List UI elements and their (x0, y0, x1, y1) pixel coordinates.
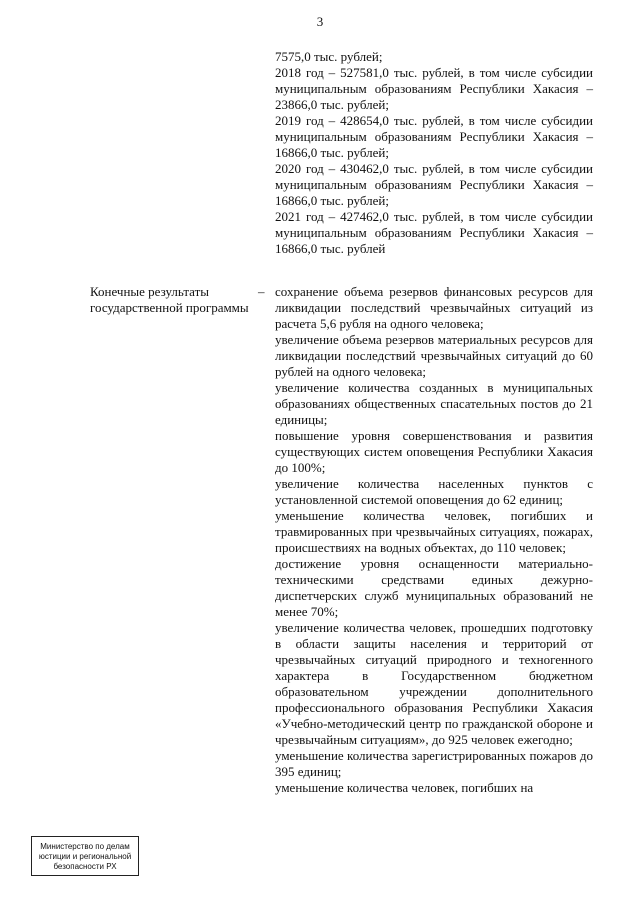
funding-line: 2019 год – 428654,0 тыс. рублей, в том числе субсидии муниципальным образованиям Республики Хакасия – 16866,0 тыс. рублей; (275, 113, 593, 160)
result-item: уменьшение количества человек, погибших и травмированных при чрезвычайных ситуациях, пожарах, происшествиях на водных объектах, до 110 человек; (275, 508, 593, 555)
funding-line: 2021 год – 427462,0 тыс. рублей, в том числе субсидии муниципальным образованиям Республики Хакасия – 16866,0 тыс. рублей (275, 209, 593, 256)
funding-line: 2020 год – 430462,0 тыс. рублей, в том числе субсидии муниципальным образованиям Республики Хакасия – 16866,0 тыс. рублей; (275, 161, 593, 208)
results-list (275, 284, 593, 796)
result-item: увеличение количества человек, прошедших подготовку в области защиты населения и территорий от чрезвычайных ситуаций природного и техногенного характера в Государственном бюджетном образовательном учреждении дополнительного профессионального образования Республики Хакасия «Учебно-методический центр по гражданской обороне и чрезвычайным ситуациям», до 925 человек ежегодно; (275, 620, 593, 747)
results-dash: – (258, 284, 265, 299)
result-item: увеличение количества населенных пунктов с установленной системой оповещения до 62 единиц; (275, 476, 593, 507)
result-item: уменьшение количества человек, погибших на (275, 780, 534, 795)
result-item: достижение уровня оснащенности материально-техническими средствами единых дежурно-диспетчерских служб муниципальных образований не менее 70%; (275, 556, 593, 619)
result-item: повышение уровня совершенствования и развития существующих систем оповещения Республики Хакасия до 100%; (275, 428, 593, 475)
result-item: увеличение объема резервов материальных ресурсов для ликвидации последствий чрезвычайных ситуаций до 60 рублей на одного человека; (275, 332, 593, 379)
funding-line: 7575,0 тыс. рублей; (275, 49, 383, 64)
result-item: увеличение количества созданных в муниципальных образованиях общественных спасательных постов до 21 единицы; (275, 380, 593, 427)
funding-block (275, 49, 593, 257)
result-item: уменьшение количества зарегистрированных пожаров до 395 единиц; (275, 748, 593, 779)
page-number: 3 (316, 14, 324, 29)
results-label: Конечные результаты государственной программы (90, 284, 249, 315)
stamp-line: безопасности РХ (53, 862, 117, 871)
funding-line: 2018 год – 527581,0 тыс. рублей, в том числе субсидии муниципальным образованиям Республики Хакасия – 23866,0 тыс. рублей; (275, 65, 593, 112)
ministry-stamp (31, 836, 139, 876)
result-item: сохранение объема резервов финансовых ресурсов для ликвидации последствий чрезвычайных ситуаций из расчета 5,6 рубля на одного человека; (275, 284, 593, 331)
stamp-line: юстиции и региональной (38, 852, 132, 861)
stamp-line: Министерство по делам (40, 842, 130, 851)
